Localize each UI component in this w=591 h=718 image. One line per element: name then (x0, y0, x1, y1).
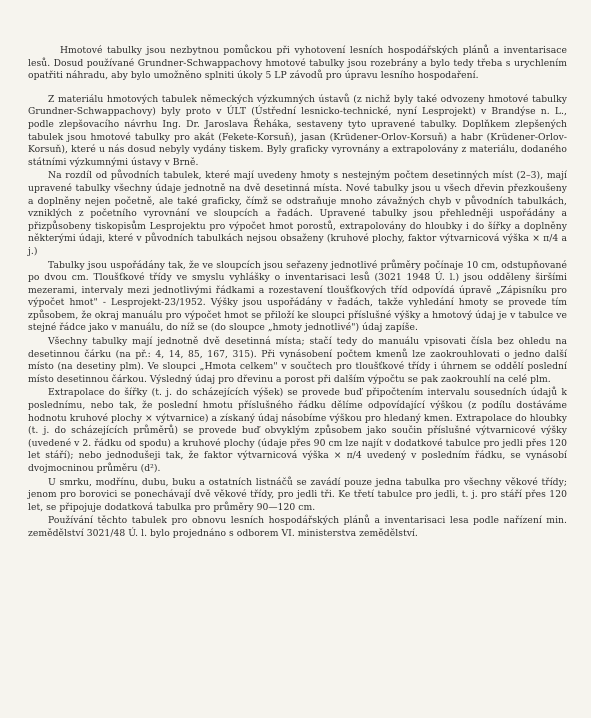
paragraph-usage: Používání těchto tabulek pro obnovu lesních hospodářských plánů a inventarisaci lesa podle nařízení min. zemědělství 3021/48 Ú. l. bylo projednáno s odborem VI. ministerstva zemědělství. (28, 515, 567, 539)
paragraph-extrapolation: Extrapolace do šířky (t. j. do scházejících výšek) se provede buď připočtením intervalu sousedních údajů k poslednímu, nebo tak, že poslední hmotu příslušného řádku dělíme odpovídající výškou (z podílu dostáváme hodnotu kruhové plochy × výtvarnice) a získaný údaj násobíme výškou pro hledaný kmen. Extrapolace do hloubky (t. j. do scházejících průměrů) se provede buď obvyklým způsobem jako součin příslušné výtvarnicové výšky (uvedené v 2. řádku od spodu) a kruhové plochy (údaje přes 90 cm lze najít v dodatkové tabulce pro jedli přes 120 let stáří); nebo jednodušeji tak, že faktor výtvarnicová výška × π/4 uvedený v posledním řádku, se vynásobí dvojmocninou průměru (d²). (28, 387, 567, 474)
paragraph-arrangement: Tabulky jsou uspořádány tak, že ve sloupcích jsou seřazeny jednotlivé průměry počínaje 10 cm, odstupňované po dvou cm. Tloušťkové třídy ve smyslu vyhlášky o inventarisaci lesů (3021 1948 Ú. l.) jsou odděleny širšími mezerami, intervaly mezi jednotlivými řádkami a rozestavení tloušťkových tříd odpovídá úpravě „Zápisníku pro výpočet hmot" - Lesprojekt-23/1952. Výšky jsou uspořádány v řadách, takže vyhledání hmoty se provede tím způsobem, že okraj manuálu pro výpočet hmot se přiloží ke sloupci příslušné výšky a hmotový údaj je v tabulce ve stejné řádce jako v manuálu, do níž se (do sloupce „hmoty jednotlivé") údaj zapíše. (28, 259, 567, 334)
paragraph-differences: Na rozdíl od původních tabulek, které mají uvedeny hmoty s nestejným počtem desetinných míst (2–3), mají upravené tabulky všechny údaje jednotně na dvě desetinná místa. Nové tabulky jsou u všech dřevin přezkoušeny a doplněny nejen početně, ale také graficky, čímž se odstraňuje mnoho závažných chyb v původních tabulkách, vzniklých z početního vyrovnání ve sloupcích a řadách. Upravené tabulky jsou přehledněji uspořádány a přizpůsobeny tiskopisům Lesprojektu pro výpočet hmot porostů, extrapolovány do hloubky i do šířky a doplněny některými údaji, které v původních tabulkách nejsou obsaženy (kruhové plochy, faktor výtvarnicová výška × π/4 a j.) (28, 170, 567, 257)
paragraph-material: Z materiálu hmotových tabulek německých výzkumných ústavů (z nichž byly také odvozeny hmotové tabulky Grundner-Schwappachovy) byly proto v ÚLT (Ústřední lesnicko-technické, nyní Lesprojekt) v Brandýse n. L., podle zlepšovacího návrhu Ing. Dr. Jaroslava Řeháka, sestaveny tyto upravené tabulky. Doplňkem zlepšených tabulek jsou hmotové tabulky pro akát (Fekete-Korsuň), jasan (Krüdener-Orlov-Korsuň) a habr (Krüdener-Orlov-Korsuň), které u nás dosud nebyly vydány tiskem. Byly graficky vyrovnány a extrapolovány z materiálu, dodaného státními výzkumnými ústavy v Brně. (28, 93, 567, 168)
paragraph-decimals: Všechny tabulky mají jednotně dvě desetinná místa; stačí tedy do manuálu vpisovati čísla bez ohledu na desetinnou čárku (na př.: 4, 14, 85, 167, 315). Při vynásobení počtem kmenů lze zaokrouhlovati o jedno další místo (na desetiny plm). Ve sloupci „Hmota celkem" v součtech pro tloušťkové třídy i úhrnem se oddělí poslední místo desetinnou čárkou. Výsledný údaj pro dřevinu a porost při dalším výpočtu se pak zaokrouhlí na celé plm. (28, 336, 567, 385)
paragraph-species: U smrku, modřínu, dubu, buku a ostatních listnáčů se zavádí pouze jedna tabulka pro všechny věkové třídy; jenom pro borovici se ponechávají dvě věkové třídy, pro jedli tři. Ke třetí tabulce pro jedli, t. j. pro stáří přes 120 let, se připojuje dodatková tabulka pro průměry 90—120 cm. (28, 476, 567, 513)
paragraph-intro: Hmotové tabulky jsou nezbytnou pomůckou při vyhotovení lesních hospodářských plánů a inventarisace lesů. Dosud používané Grundner-Schwappachovy hmotové tabulky jsou rozebrány a bylo tedy třeba s urychlením opatřiti náhradu, aby bylo umožněno splniti úkoly 5 LP závodů pro úpravu lesního hospodaření. (28, 45, 567, 82)
